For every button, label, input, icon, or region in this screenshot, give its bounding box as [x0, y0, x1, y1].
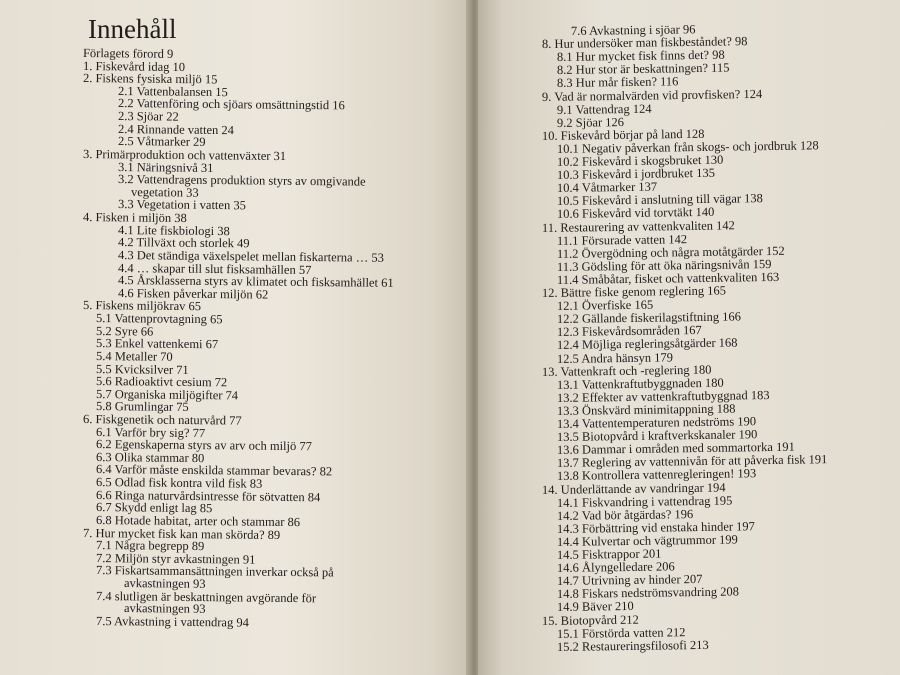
toc-entry: 11.2 Övergödning och några motåtgärder 152	[556, 243, 785, 261]
toc-entry: 14.3 Förbättring vid enstaka hinder 197	[556, 519, 755, 536]
toc-entry: 14.1 Fiskvandring i vattendrag 195	[556, 493, 733, 510]
toc-entry: 13.1 Vattenkraftutbyggnaden 180	[556, 375, 724, 392]
toc-entry: 6.2 Egenskaperna styrs av arv och miljö 77	[95, 437, 312, 454]
toc-heading: Innehåll	[88, 14, 177, 44]
toc-entry: 9.1 Vattendrag 124	[556, 101, 652, 117]
right-page	[478, 0, 900, 675]
toc-entry: 2.3 Sjöar 22	[117, 109, 179, 124]
toc-entry: 6.7 Skydd enligt lag 85	[95, 500, 213, 516]
toc-entry: 11.4 Småbåtar, fisket och vattenkvaliten 163	[556, 269, 780, 287]
toc-entry: vegetation 33	[130, 184, 199, 200]
toc-entry: 3.3 Vegetation i vatten 35	[117, 197, 246, 213]
toc-entry: 14.5 Fisktrappor 201	[556, 546, 662, 562]
toc-entry: 13.3 Önskvärd minimitappning 188	[556, 401, 736, 418]
toc-entry: 7.6 Avkastning i sjöar 96	[570, 22, 696, 38]
toc-entry: 5.3 Enkel vattenkemi 67	[95, 336, 219, 352]
toc-entry: 15.2 Restaureringsfilosofi 213	[556, 637, 709, 654]
toc-entry: 10.4 Våtmarker 137	[556, 179, 658, 196]
toc-entry: 10.2 Fiskevård i skogsbruket 130	[556, 152, 724, 169]
toc-entry: 4.6 Fisken påverkar miljön 62	[117, 285, 269, 302]
toc-entry: 14.7 Utrivning av hinder 207	[556, 572, 703, 589]
toc-entry: 6.1 Varför bry sig? 77	[95, 424, 206, 440]
toc-entry: 4. Fisken i miljön 38	[82, 210, 187, 226]
toc-entry: 7.1 Några begrepp 89	[95, 538, 205, 554]
toc-entry: 8.3 Hur mår fisken? 116	[556, 74, 679, 91]
toc-entry: 7.5 Avkastning i vattendrag 94	[95, 613, 249, 630]
toc-entry: avkastningen 93	[123, 601, 206, 617]
toc-entry: 5.7 Organiska miljögifter 74	[95, 386, 239, 403]
toc-entry: 4.5 Årsklasserna styrs av klimatet och fisksamhället 61	[117, 273, 394, 291]
toc-entry: 6.8 Hotade habitat, arter och stammar 86	[95, 512, 301, 530]
toc-entry: 10. Fiskevård börjar på land 128	[541, 126, 705, 143]
toc-entry: 13.7 Reglering av vattennivån för att påverka fisk 191	[556, 452, 828, 471]
toc-entry: 2.1 Vattenbalansen 15	[117, 83, 228, 100]
toc-entry: 3.2 Vattendragens produktion styrs av omgivande	[117, 172, 366, 189]
toc-entry: 13.5 Biotopvård i kraftverkskanaler 190	[556, 427, 758, 445]
toc-entry: 11.1 Försurade vatten 142	[556, 231, 688, 248]
toc-entry: 5. Fiskens miljökrav 65	[82, 298, 202, 314]
toc-entry: 8.2 Hur stor är beskattningen? 115	[556, 60, 730, 78]
toc-entry: 5.8 Grumlingar 75	[95, 399, 189, 415]
toc-entry: 4.3 Det ständiga växelspelet mellan fiskarterna … 53	[117, 247, 384, 265]
toc-entry: 3.1 Näringsnivå 31	[117, 159, 214, 175]
toc-entry: 8. Hur undersöker man fiskbeståndet? 98	[541, 34, 748, 52]
toc-entry: avkastningen 93	[123, 576, 206, 591]
toc-entry: 9.2 Sjöar 126	[556, 114, 625, 130]
toc-entry: 8.1 Hur mycket fisk finns det? 98	[556, 47, 725, 65]
toc-entry: 2.5 Våtmarker 29	[117, 134, 206, 150]
toc-entry: 4.2 Tillväxt och storlek 49	[117, 235, 250, 251]
toc-entry: 6. Fiskgenetik och naturvård 77	[82, 411, 242, 428]
toc-entry: 14.6 Ålyngelledare 206	[556, 559, 675, 576]
toc-entry: Förlagets förord 9	[82, 46, 174, 61]
toc-entry: 15.1 Förstörda vatten 212	[556, 624, 686, 641]
toc-entry: 10.1 Negativ påverkan från skogs- och jordbruk 128	[556, 138, 819, 156]
toc-entry: 6.3 Olika stammar 80	[95, 449, 205, 465]
toc-entry: 12.1 Överfiske 165	[556, 297, 654, 314]
toc-entry: 5.6 Radioaktivt cesium 72	[95, 374, 228, 390]
toc-entry: 12.4 Möjliga regleringsåtgärder 168	[556, 335, 738, 353]
toc-entry: 7.3 Fiskartsammansättningen inverkar också på	[95, 563, 334, 580]
toc-entry: 14.8 Fiskars nedströmsvandring 208	[556, 584, 740, 602]
toc-entry: 15. Biotopvård 212	[541, 612, 639, 628]
toc-entry: 6.4 Varför måste enskilda stammar bevaras? 82	[95, 462, 333, 479]
toc-entry: 7. Hur mycket fisk kan man skörda? 89	[82, 525, 281, 542]
toc-entry: 12.2 Gällande fiskerilagstiftning 166	[556, 309, 742, 327]
toc-entry: 11. Restaurering av vattenkvaliten 142	[541, 217, 735, 235]
toc-entry: 13. Vattenkraft och -reglering 180	[541, 362, 712, 379]
toc-entry: 13.8 Kontrollera vattenregleringen! 193	[556, 466, 757, 484]
toc-entry: 12.5 Andra hänsyn 179	[556, 349, 674, 366]
toc-entry: 4.1 Lite fiskbiologi 38	[117, 222, 230, 238]
toc-entry: 14.2 Vad bör åtgärdas? 196	[556, 506, 694, 523]
toc-entry: 10.3 Fiskevård i jordbruket 135	[556, 165, 716, 183]
toc-entry: 2.4 Rinnande vatten 24	[117, 121, 235, 137]
toc-entry: 9. Vad är normalvärden vid provfisken? 124	[541, 86, 763, 104]
toc-entry: 1. Fiskevård idag 10	[82, 58, 186, 74]
toc-entry: 6.6 Ringa naturvårdsintresse för sötvatten 84	[95, 487, 321, 505]
toc-entry: 12. Bättre fiske genom reglering 165	[541, 283, 727, 300]
toc-entry: 2. Fiskens fysiska miljö 15	[82, 71, 218, 87]
toc-entry: 14. Underlättande av vandringar 194	[541, 479, 726, 497]
toc-entry: 13.6 Dammar i områden med sommartorka 191	[556, 439, 795, 458]
toc-entry: 10.6 Fiskevård vid torvtäkt 140	[556, 205, 715, 222]
toc-entry: 6.5 Odlad fisk kontra vild fisk 83	[95, 475, 263, 491]
toc-entry: 10.5 Fiskevård i anslutning till vägar 138	[556, 191, 763, 209]
toc-entry: 13.4 Vattentemperaturen nedströms 190	[556, 414, 757, 431]
toc-entry: 2.2 Vattenföring och sjöars omsättningstid 16	[117, 96, 345, 113]
toc-entry: 4.4 … skapar till slut fisksamhällen 57	[117, 260, 312, 277]
toc-entry: 7.4 slutligen är beskattningen avgörande för	[95, 588, 317, 605]
toc-entry: 5.4 Metaller 70	[95, 348, 173, 364]
toc-entry: 5.1 Vattenprovtagning 65	[95, 311, 223, 327]
toc-entry: 7.2 Miljön styr avkastningen 91	[95, 550, 256, 567]
toc-entry: 12.3 Fiskevårdsområden 167	[556, 323, 702, 340]
toc-entry: 11.3 Gödsling för att öka näringsnivån 159	[556, 256, 772, 274]
toc-entry: 3. Primärproduktion och vattenväxter 31	[82, 146, 287, 164]
toc-entry: 14.4 Kulvertar och vägtrummor 199	[556, 532, 738, 549]
toc-entry: 5.2 Syre 66	[95, 323, 154, 339]
toc-entry: 5.5 Kvicksilver 71	[95, 361, 189, 377]
toc-entry: 13.2 Effekter av vattenkraftutbyggnad 183	[556, 387, 770, 405]
toc-entry: 14.9 Bäver 210	[556, 599, 634, 615]
